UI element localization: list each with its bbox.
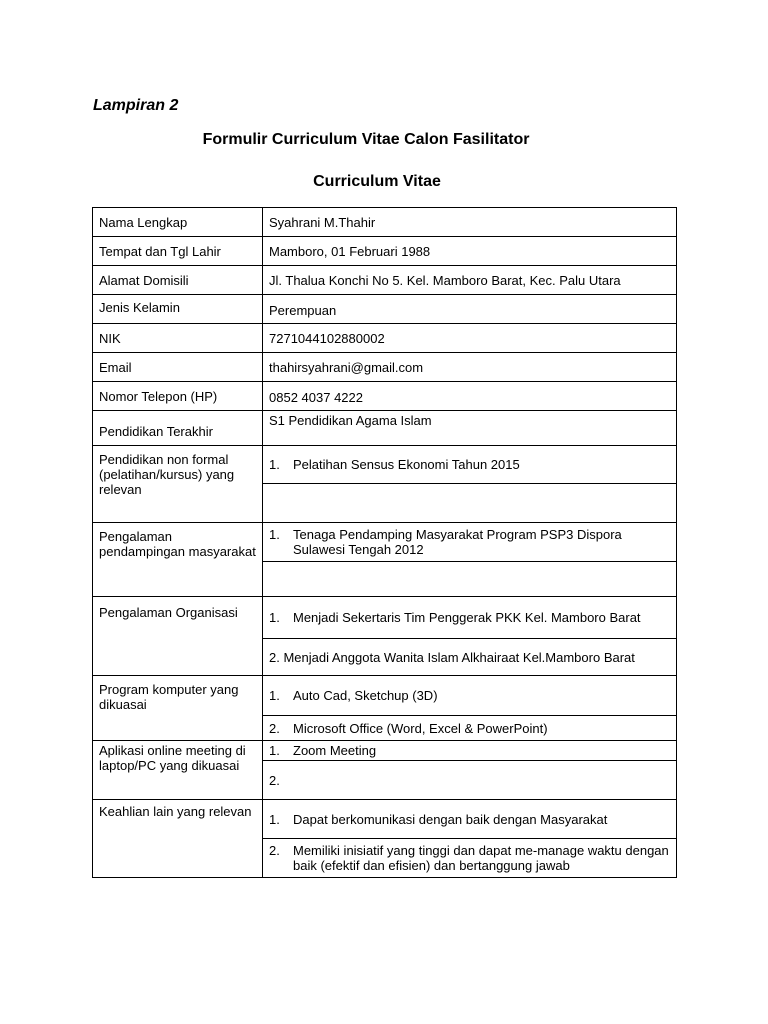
value-ttl: Mamboro, 01 Februari 1988 bbox=[263, 237, 677, 266]
list-item bbox=[269, 721, 670, 736]
row-nonformal-1 bbox=[93, 446, 677, 484]
value-nik: 7271044102880002 bbox=[263, 324, 677, 353]
value-keahlian-2 bbox=[263, 839, 677, 878]
item-number: 1. bbox=[269, 743, 280, 758]
item-number: 2. bbox=[269, 720, 280, 736]
list-item bbox=[269, 650, 670, 665]
item-text: Pelatihan Sensus Ekonomi Tahun 2015 bbox=[293, 457, 520, 472]
value-email: thahirsyahrani@gmail.com bbox=[263, 353, 677, 382]
row-telepon bbox=[93, 382, 677, 411]
item-number: 2. bbox=[269, 772, 280, 788]
value-keahlian-1 bbox=[263, 800, 677, 839]
item-number: 1. bbox=[269, 811, 280, 827]
label-nonformal: Pendidikan non formal (pelatihan/kursus) yang relevan bbox=[93, 446, 263, 523]
item-text: Zoom Meeting bbox=[293, 743, 377, 758]
row-nama bbox=[93, 208, 677, 237]
label-nik: NIK bbox=[93, 324, 263, 353]
item-text: Memiliki inisiatif yang tinggi dan dapat me-manage waktu dengan baik (efektif dan efisien) dan bertanggung jawab bbox=[293, 843, 669, 873]
row-nik bbox=[93, 324, 677, 353]
label-email: Email bbox=[93, 353, 263, 382]
value-nonformal-2 bbox=[263, 484, 677, 523]
row-keahlian-1 bbox=[93, 800, 677, 839]
label-telepon: Nomor Telepon (HP) bbox=[93, 382, 263, 411]
item-text: Menjadi Anggota Wanita Islam Alkhairaat Kel.Mamboro Barat bbox=[283, 649, 635, 665]
list-item bbox=[269, 743, 670, 758]
value-pendidikan: S1 Pendidikan Agama Islam bbox=[263, 411, 677, 446]
item-text: Tenaga Pendamping Masyarakat Program PSP3 Dispora Sulawesi Tengah 2012 bbox=[293, 527, 622, 557]
row-komputer-1 bbox=[93, 676, 677, 716]
row-pendidikan bbox=[93, 411, 677, 446]
value-alamat: Jl. Thalua Konchi No 5. Kel. Mamboro Barat, Kec. Palu Utara bbox=[263, 266, 677, 295]
cv-table bbox=[92, 207, 677, 878]
list-item bbox=[269, 610, 676, 625]
value-organisasi-1 bbox=[263, 597, 677, 639]
item-text: Menjadi Sekertaris Tim Penggerak PKK Kel. Mamboro Barat bbox=[293, 610, 641, 625]
item-text: Dapat berkomunikasi dengan baik dengan Masyarakat bbox=[293, 811, 608, 827]
value-aplikasi-2 bbox=[263, 761, 677, 800]
item-number: 1. bbox=[269, 527, 280, 542]
row-pengalaman-1 bbox=[93, 523, 677, 562]
item-text: Microsoft Office (Word, Excel & PowerPoint) bbox=[293, 720, 548, 736]
list-item bbox=[269, 812, 670, 827]
label-ttl: Tempat dan Tgl Lahir bbox=[93, 237, 263, 266]
list-item bbox=[269, 773, 670, 788]
value-komputer-1 bbox=[263, 676, 677, 716]
list-item bbox=[269, 527, 670, 557]
label-pendidikan: Pendidikan Terakhir bbox=[93, 411, 263, 446]
form-title: Formulir Curriculum Vitae Calon Fasilitator bbox=[202, 131, 530, 148]
value-aplikasi-1 bbox=[263, 741, 677, 761]
cv-title: Curriculum Vitae bbox=[313, 173, 441, 190]
label-komputer: Program komputer yang dikuasai bbox=[93, 676, 263, 741]
value-jenis-kelamin: Perempuan bbox=[263, 295, 677, 324]
label-aplikasi: Aplikasi online meeting di laptop/PC yang dikuasai bbox=[93, 741, 263, 800]
value-pengalaman-1 bbox=[263, 523, 677, 562]
value-telepon: 0852 4037 4222 bbox=[263, 382, 677, 411]
label-alamat: Alamat Domisili bbox=[93, 266, 263, 295]
item-number: 1. bbox=[269, 610, 280, 625]
row-ttl bbox=[93, 237, 677, 266]
row-jenis-kelamin bbox=[93, 295, 677, 324]
list-item bbox=[269, 843, 670, 873]
value-nama: Syahrani M.Thahir bbox=[263, 208, 677, 237]
item-number: 1. bbox=[269, 457, 280, 472]
label-pengalaman: Pengalaman pendampingan masyarakat bbox=[93, 523, 263, 597]
row-alamat bbox=[93, 266, 677, 295]
item-text: Auto Cad, Sketchup (3D) bbox=[293, 688, 438, 703]
item-number: 2. bbox=[269, 649, 280, 665]
item-number: 1. bbox=[269, 688, 280, 703]
list-item bbox=[269, 457, 670, 472]
attachment-label: Lampiran 2 bbox=[93, 97, 179, 114]
label-jenis-kelamin: Jenis Kelamin bbox=[93, 295, 263, 324]
label-keahlian: Keahlian lain yang relevan bbox=[93, 800, 263, 878]
row-aplikasi-1 bbox=[93, 741, 677, 761]
value-pengalaman-2 bbox=[263, 562, 677, 597]
value-nonformal-1 bbox=[263, 446, 677, 484]
list-item bbox=[269, 688, 670, 703]
value-organisasi-2 bbox=[263, 639, 677, 676]
label-organisasi: Pengalaman Organisasi bbox=[93, 597, 263, 676]
item-number: 2. bbox=[269, 843, 280, 858]
label-nama: Nama Lengkap bbox=[93, 208, 263, 237]
row-organisasi-1 bbox=[93, 597, 677, 639]
row-email bbox=[93, 353, 677, 382]
value-komputer-2 bbox=[263, 716, 677, 741]
